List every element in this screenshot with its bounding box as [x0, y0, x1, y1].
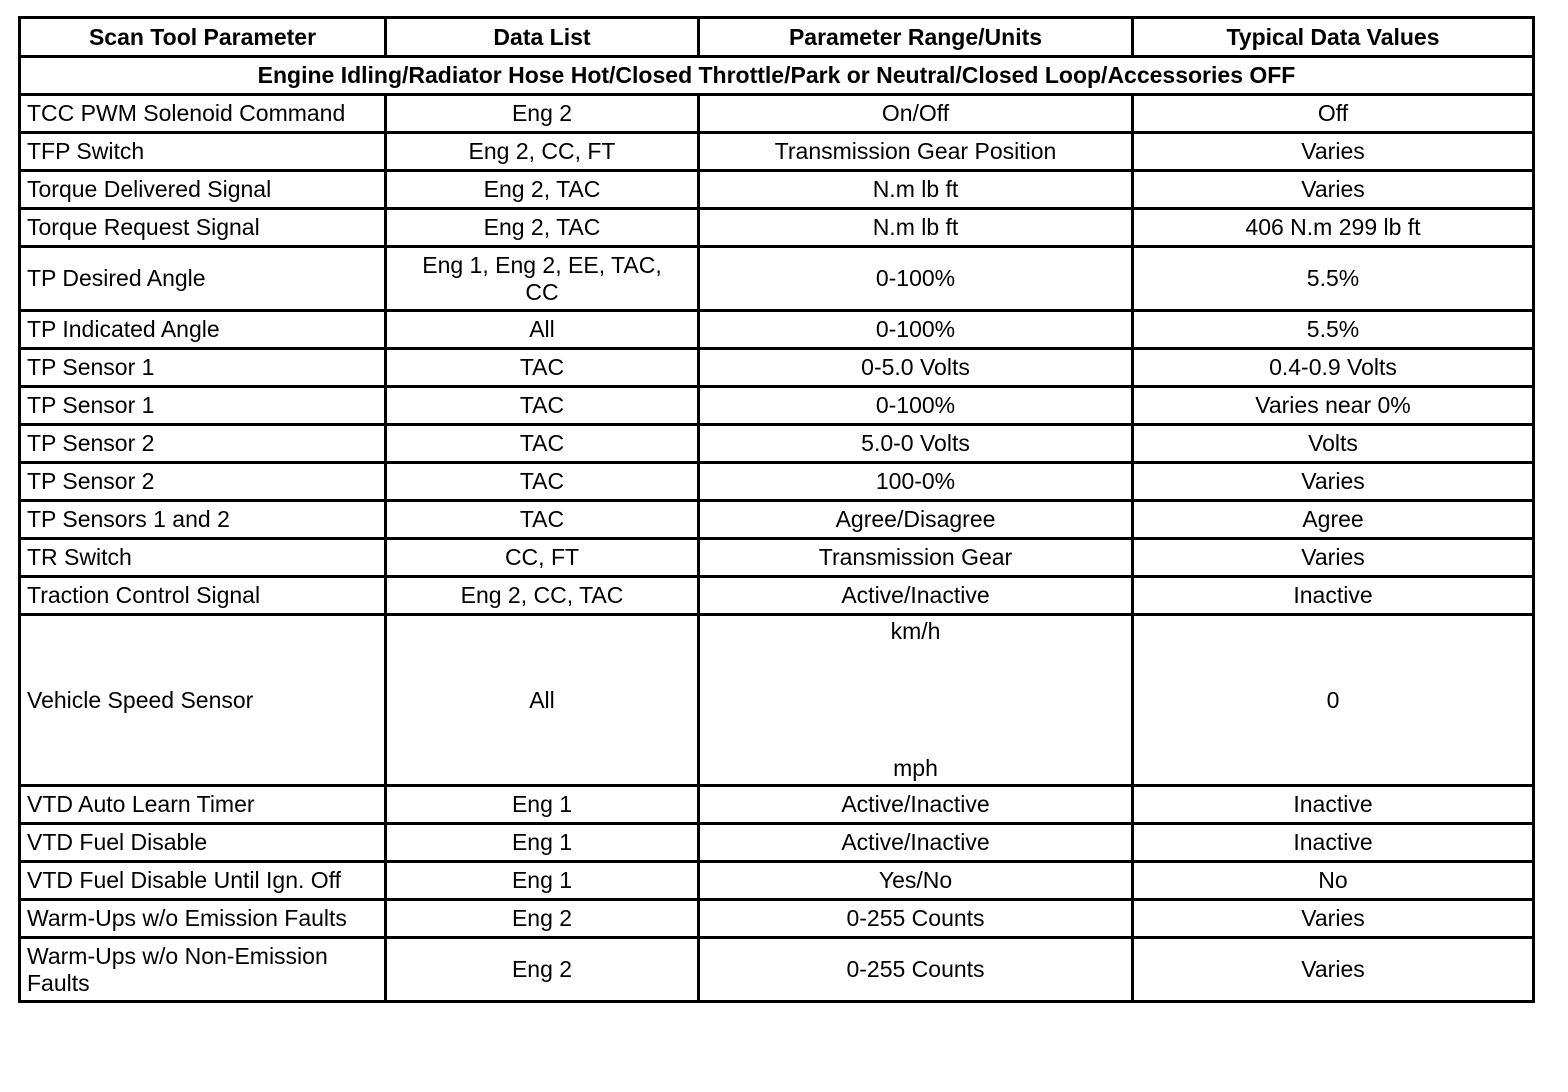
range-cell: Agree/Disagree [699, 501, 1133, 539]
typical-value-cell: Inactive [1133, 577, 1534, 615]
parameter-cell: Warm-Ups w/o Emission Faults [20, 900, 386, 938]
typical-value-cell: Varies [1133, 171, 1534, 209]
typical-value-cell: No [1133, 862, 1534, 900]
range-cell: Active/Inactive [699, 786, 1133, 824]
table-row [20, 824, 1534, 862]
parameter-cell: TP Sensors 1 and 2 [20, 501, 386, 539]
typical-value-cell: Varies [1133, 938, 1534, 1002]
parameter-cell: Warm-Ups w/o Non-Emission Faults [20, 938, 386, 1002]
data-list-cell: Eng 2, TAC [386, 209, 699, 247]
data-list-cell: TAC [386, 463, 699, 501]
range-cell: 0-255 Counts [699, 938, 1133, 1002]
parameter-cell: TP Sensor 1 [20, 349, 386, 387]
typical-value-cell: Volts [1133, 425, 1534, 463]
parameter-cell: TP Desired Angle [20, 247, 386, 311]
parameter-cell: TFP Switch [20, 133, 386, 171]
table-row [20, 95, 1534, 133]
header-scan-tool-parameter: Scan Tool Parameter [20, 18, 386, 57]
data-list-cell: Eng 2, CC, TAC [386, 577, 699, 615]
data-list-cell: Eng 2, TAC [386, 171, 699, 209]
data-list-cell: TAC [386, 425, 699, 463]
parameter-cell: TP Sensor 2 [20, 463, 386, 501]
range-cell: 0-100% [699, 387, 1133, 425]
test-condition: Engine Idling/Radiator Hose Hot/Closed Throttle/Park or Neutral/Closed Loop/Accessories OFF [20, 57, 1534, 95]
range-unit-metric: km/h [890, 618, 941, 644]
parameter-cell: Torque Delivered Signal [20, 171, 386, 209]
table-row [20, 171, 1534, 209]
range-cell: Yes/No [699, 862, 1133, 900]
range-cell: 0-5.0 Volts [699, 349, 1133, 387]
data-list-cell: Eng 1 [386, 786, 699, 824]
parameter-cell: Torque Request Signal [20, 209, 386, 247]
data-list-cell: Eng 2 [386, 938, 699, 1002]
units-stack [706, 618, 1125, 782]
data-list-cell: All [386, 615, 699, 786]
table-row [20, 311, 1534, 349]
range-cell: 0-100% [699, 311, 1133, 349]
typical-value-cell: Varies near 0% [1133, 387, 1534, 425]
range-cell: Transmission Gear Position [699, 133, 1133, 171]
parameter-cell: TCC PWM Solenoid Command [20, 95, 386, 133]
table-row [20, 862, 1534, 900]
data-list-cell: TAC [386, 501, 699, 539]
typical-value-cell: Off [1133, 95, 1534, 133]
header-data-list: Data List [386, 18, 699, 57]
typical-value-cell: Varies [1133, 539, 1534, 577]
range-cell [699, 615, 1133, 786]
range-cell: N.m lb ft [699, 209, 1133, 247]
range-cell: Active/Inactive [699, 577, 1133, 615]
table-row [20, 501, 1534, 539]
parameter-cell: TP Sensor 1 [20, 387, 386, 425]
data-list-cell: Eng 2, CC, FT [386, 133, 699, 171]
header-parameter-range-units: Parameter Range/Units [699, 18, 1133, 57]
range-cell: Transmission Gear [699, 539, 1133, 577]
table-row [20, 615, 1534, 786]
parameter-cell: TR Switch [20, 539, 386, 577]
data-list-cell: Eng 1 [386, 824, 699, 862]
typical-value-cell: Varies [1133, 463, 1534, 501]
table-row [20, 539, 1534, 577]
typical-value-cell: Inactive [1133, 824, 1534, 862]
parameter-cell: TP Sensor 2 [20, 425, 386, 463]
typical-value-cell: Varies [1133, 900, 1534, 938]
range-cell: 5.0-0 Volts [699, 425, 1133, 463]
range-unit-imperial: mph [893, 755, 938, 781]
table-row [20, 209, 1534, 247]
data-list-cell: All [386, 311, 699, 349]
table-row [20, 938, 1534, 1002]
typical-value-cell: Agree [1133, 501, 1534, 539]
parameter-cell: VTD Fuel Disable Until Ign. Off [20, 862, 386, 900]
typical-value-cell: 5.5% [1133, 247, 1534, 311]
typical-value-cell: Inactive [1133, 786, 1534, 824]
data-list-cell: Eng 2 [386, 95, 699, 133]
range-cell: 0-255 Counts [699, 900, 1133, 938]
data-list-cell: TAC [386, 349, 699, 387]
data-list-cell: Eng 1, Eng 2, EE, TAC, CC [386, 247, 699, 311]
range-cell: Active/Inactive [699, 824, 1133, 862]
parameter-cell: VTD Auto Learn Timer [20, 786, 386, 824]
parameter-cell: TP Indicated Angle [20, 311, 386, 349]
typical-value-cell: 0.4-0.9 Volts [1133, 349, 1534, 387]
table-row [20, 900, 1534, 938]
table-row [20, 425, 1534, 463]
header-typical-data-values: Typical Data Values [1133, 18, 1534, 57]
range-cell: 0-100% [699, 247, 1133, 311]
table-row [20, 349, 1534, 387]
table-row [20, 247, 1534, 311]
typical-value-cell: Varies [1133, 133, 1534, 171]
table-row [20, 387, 1534, 425]
typical-value-cell: 406 N.m 299 lb ft [1133, 209, 1534, 247]
data-list-cell: CC, FT [386, 539, 699, 577]
typical-value-cell: 0 [1133, 615, 1534, 786]
table-row [20, 133, 1534, 171]
range-cell: On/Off [699, 95, 1133, 133]
data-list-cell: Eng 1 [386, 862, 699, 900]
parameter-cell: VTD Fuel Disable [20, 824, 386, 862]
table-row [20, 577, 1534, 615]
data-list-cell: Eng 2 [386, 900, 699, 938]
header-row [20, 18, 1534, 57]
parameter-cell: Vehicle Speed Sensor [20, 615, 386, 786]
data-list-cell: TAC [386, 387, 699, 425]
parameter-cell: Traction Control Signal [20, 577, 386, 615]
table-row [20, 786, 1534, 824]
range-cell: N.m lb ft [699, 171, 1133, 209]
typical-value-cell: 5.5% [1133, 311, 1534, 349]
scan-tool-data-table [18, 16, 1535, 1003]
range-cell: 100-0% [699, 463, 1133, 501]
table-row [20, 463, 1534, 501]
condition-row [20, 57, 1534, 95]
